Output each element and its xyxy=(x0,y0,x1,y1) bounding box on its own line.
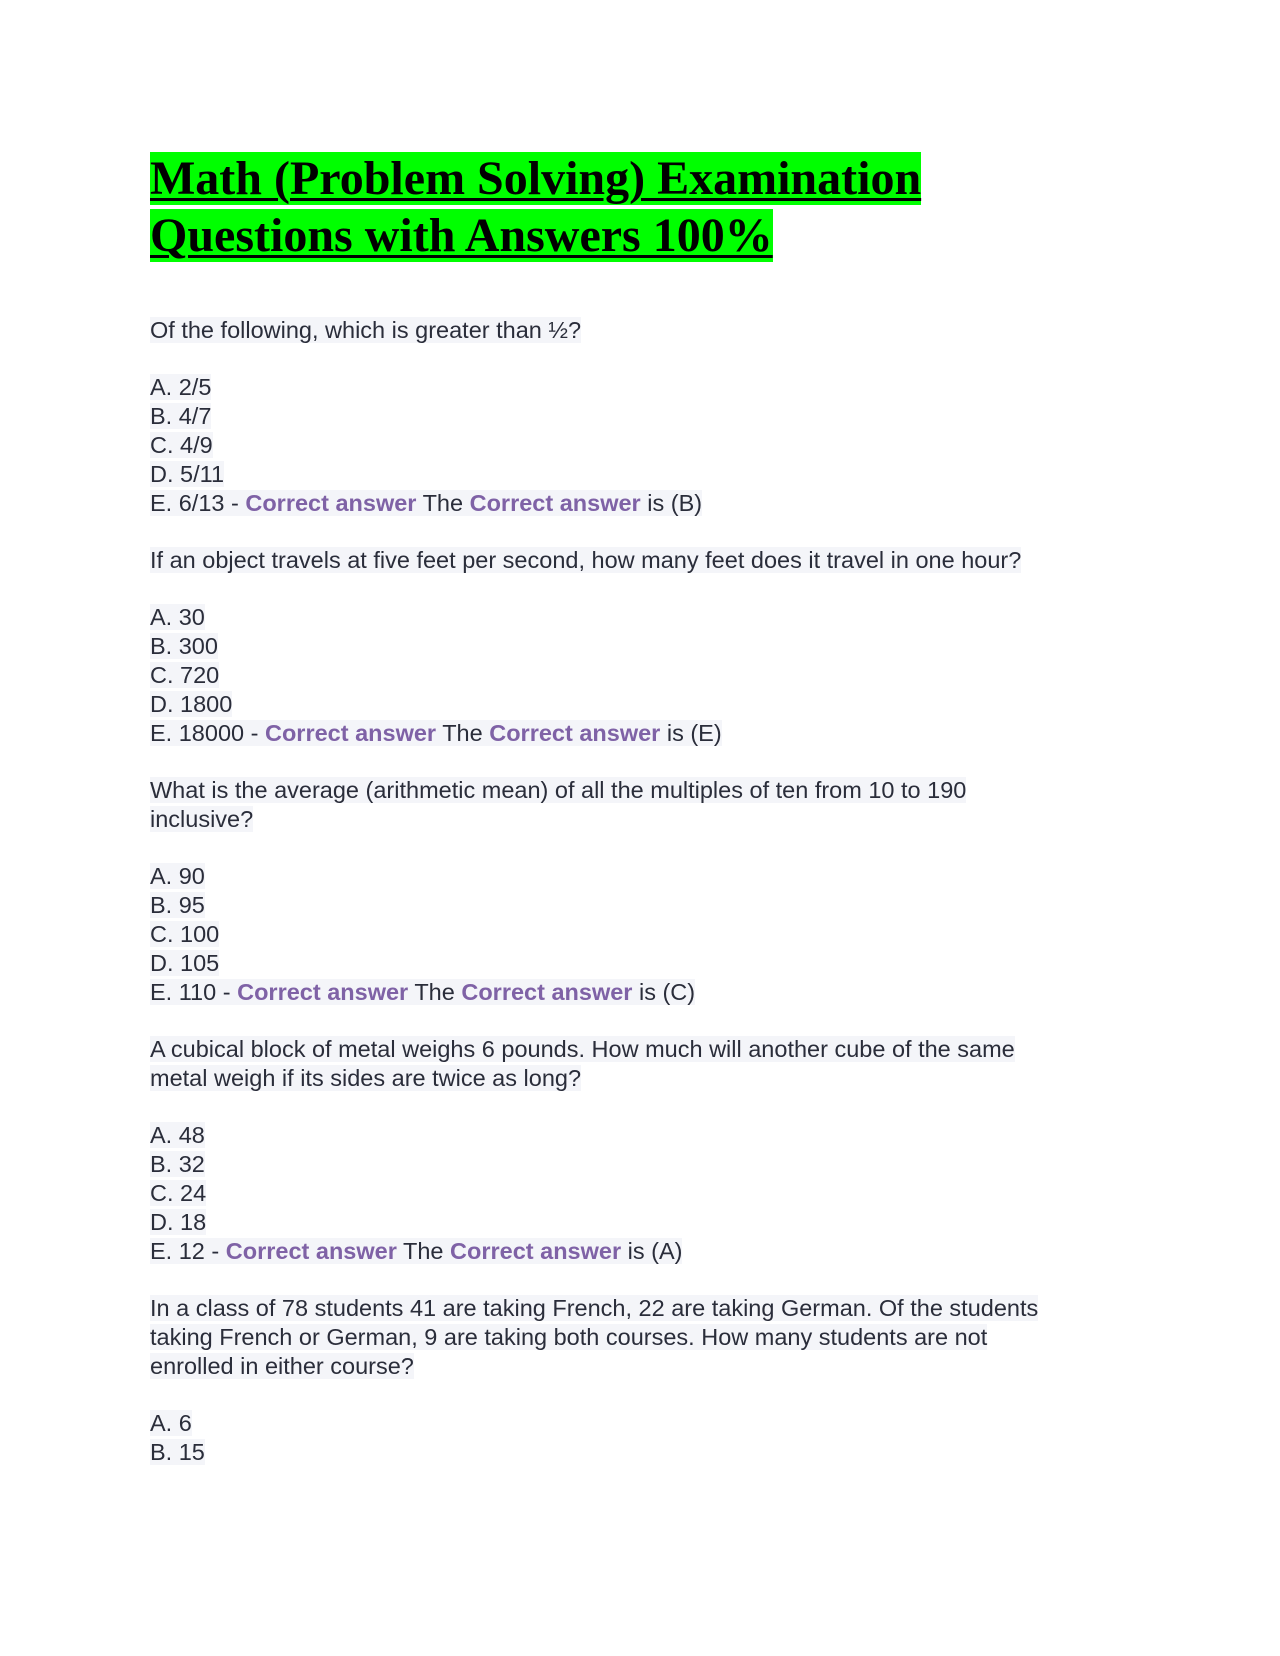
option-d: D. 105 xyxy=(150,950,220,976)
document-title xyxy=(150,150,1110,264)
option-c: C. 4/9 xyxy=(150,432,213,458)
question-text-line-3: enrolled in either course? xyxy=(150,1353,414,1379)
option-e: E. 6/13 - xyxy=(150,490,239,516)
option-b: B. 15 xyxy=(150,1439,205,1465)
answer-result: is (A) xyxy=(627,1238,683,1264)
option-e: E. 110 - xyxy=(150,979,231,1005)
question-text xyxy=(150,776,1110,834)
correct-answer-label-2: Correct answer xyxy=(450,1238,622,1264)
option-a: A. 48 xyxy=(150,1122,205,1148)
question-3 xyxy=(150,776,1110,1007)
answer-result: is (C) xyxy=(638,979,696,1005)
answer-connector: The xyxy=(442,720,483,746)
answer-options xyxy=(150,603,1110,748)
question-2 xyxy=(150,546,1110,748)
option-a: A. 30 xyxy=(150,604,205,630)
question-text: Of the following, which is greater than ½? xyxy=(150,317,582,343)
option-d: D. 1800 xyxy=(150,691,233,717)
option-e-with-answer xyxy=(150,1238,682,1264)
title-line-1: Math (Problem Solving) Examination xyxy=(150,152,922,205)
question-text-line-2: inclusive? xyxy=(150,806,254,832)
answer-options xyxy=(150,862,1110,1007)
correct-answer-label: Correct answer xyxy=(264,720,437,746)
option-c: C. 720 xyxy=(150,662,220,688)
answer-options xyxy=(150,373,1110,518)
question-text-line-2: taking French or German, 9 are taking both courses. How many students are not xyxy=(150,1324,988,1350)
option-b: B. 300 xyxy=(150,633,218,659)
option-a: A. 6 xyxy=(150,1410,192,1436)
option-d: D. 5/11 xyxy=(150,461,225,487)
question-text-line-1: What is the average (arithmetic mean) of all the multiples of ten from 10 to 190 xyxy=(150,777,967,803)
option-b: B. 4/7 xyxy=(150,403,212,429)
option-a: A. 90 xyxy=(150,863,205,889)
option-c: C. 100 xyxy=(150,921,220,947)
option-d: D. 18 xyxy=(150,1209,207,1235)
option-e-with-answer xyxy=(150,979,695,1005)
correct-answer-label: Correct answer xyxy=(225,1238,397,1264)
correct-answer-label: Correct answer xyxy=(245,490,417,516)
answer-result: is (E) xyxy=(666,720,722,746)
correct-answer-label-2: Correct answer xyxy=(469,490,641,516)
option-e-with-answer xyxy=(150,720,722,746)
option-a: A. 2/5 xyxy=(150,374,212,400)
question-text-line-1: In a class of 78 students 41 are taking French, 22 are taking German. Of the students xyxy=(150,1295,1039,1321)
correct-answer-label-2: Correct answer xyxy=(489,720,661,746)
answer-result: is (B) xyxy=(647,490,703,516)
question-text: If an object travels at five feet per second, how many feet does it travel in one hour? xyxy=(150,547,1022,573)
correct-answer-label: Correct answer xyxy=(237,979,409,1005)
question-4 xyxy=(150,1035,1110,1266)
question-1 xyxy=(150,316,1110,518)
option-e-with-answer xyxy=(150,490,702,516)
question-text xyxy=(150,1294,1110,1381)
correct-answer-label-2: Correct answer xyxy=(461,979,633,1005)
answer-options xyxy=(150,1121,1110,1266)
option-c: C. 24 xyxy=(150,1180,207,1206)
question-text-line-2: metal weigh if its sides are twice as long? xyxy=(150,1065,582,1091)
option-e: E. 18000 - xyxy=(150,720,259,746)
answer-connector: The xyxy=(414,979,455,1005)
question-text xyxy=(150,1035,1110,1093)
question-5 xyxy=(150,1294,1110,1467)
answer-connector: The xyxy=(422,490,464,516)
option-e: E. 12 - xyxy=(150,1238,220,1264)
title-line-2: Questions with Answers 100% xyxy=(150,209,773,262)
questions-list xyxy=(150,316,1110,1467)
question-text-line-1: A cubical block of metal weighs 6 pounds. How much will another cube of the same xyxy=(150,1036,1015,1062)
document-page xyxy=(150,150,1110,1495)
answer-options xyxy=(150,1409,1110,1467)
option-b: B. 32 xyxy=(150,1151,205,1177)
answer-connector: The xyxy=(402,1238,444,1264)
option-b: B. 95 xyxy=(150,892,205,918)
